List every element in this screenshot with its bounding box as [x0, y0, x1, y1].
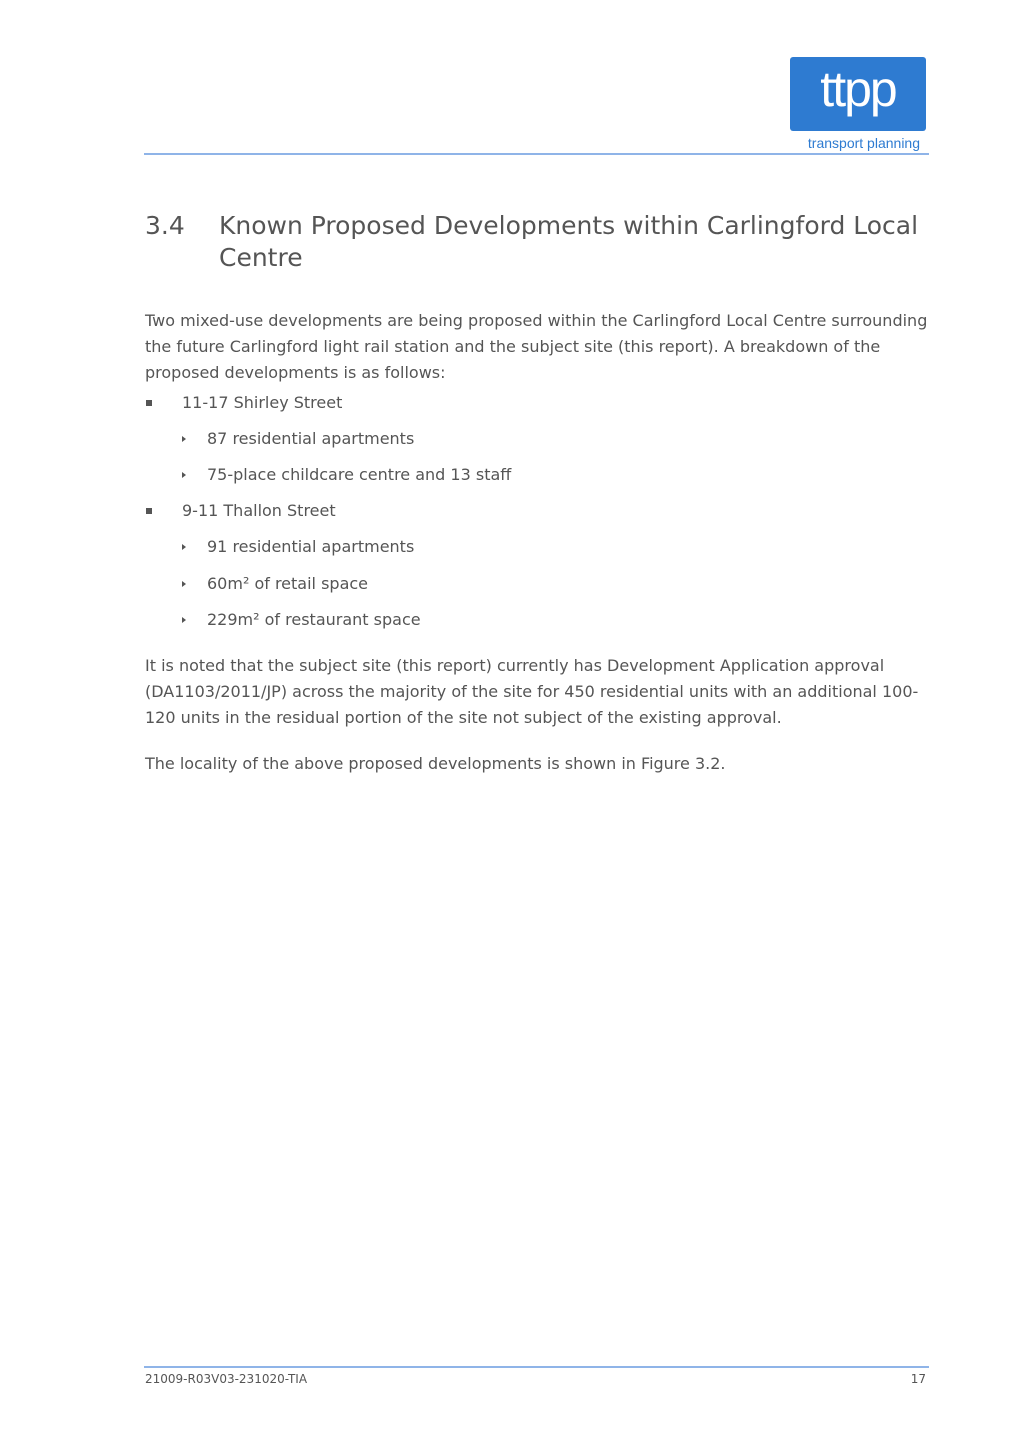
footer-rule	[144, 1366, 929, 1368]
development-name: 11-17 Shirley Street	[182, 393, 343, 412]
section-heading	[145, 210, 945, 274]
logo	[790, 57, 926, 131]
logo-text: ttpp	[820, 61, 896, 117]
triangle-bullet-icon	[182, 544, 186, 550]
section-title: Known Proposed Developments within Carlingford Local Centre	[219, 211, 919, 272]
development-item: 60m² of retail space	[207, 574, 369, 593]
development-item: 75-place childcare centre and 13 staff	[207, 465, 512, 484]
development-item: 87 residential apartments	[207, 429, 415, 448]
triangle-bullet-icon	[182, 436, 186, 442]
logo-tagline: transport planning	[807, 135, 920, 151]
approval-note-paragraph: It is noted that the subject site (this report) currently has Development Application approval (DA1103/2011/JP) across the majority of the site for 450 residential units with an additional 100-120 units in the residual portion of the site not subject of the existing approval.	[145, 656, 919, 727]
section-number: 3.4	[145, 211, 185, 240]
intro-paragraph: Two mixed-use developments are being proposed within the Carlingford Local Centre surrounding the future Carlingford light rail station and the subject site (this report). A breakdown of the proposed developments is as follows:	[145, 311, 928, 382]
page-number: 17	[910, 1372, 926, 1386]
square-bullet-icon	[146, 508, 152, 514]
triangle-bullet-icon	[182, 581, 186, 587]
document-reference: 21009-R03V03-231020-TIA	[145, 1372, 308, 1386]
triangle-bullet-icon	[182, 617, 186, 623]
locality-paragraph: The locality of the above proposed developments is shown in Figure 3.2.	[145, 754, 726, 773]
header-rule	[144, 153, 929, 155]
square-bullet-icon	[146, 400, 152, 406]
development-name: 9-11 Thallon Street	[182, 501, 336, 520]
triangle-bullet-icon	[182, 472, 186, 478]
development-item: 91 residential apartments	[207, 537, 415, 556]
development-item: 229m² of restaurant space	[207, 610, 421, 629]
